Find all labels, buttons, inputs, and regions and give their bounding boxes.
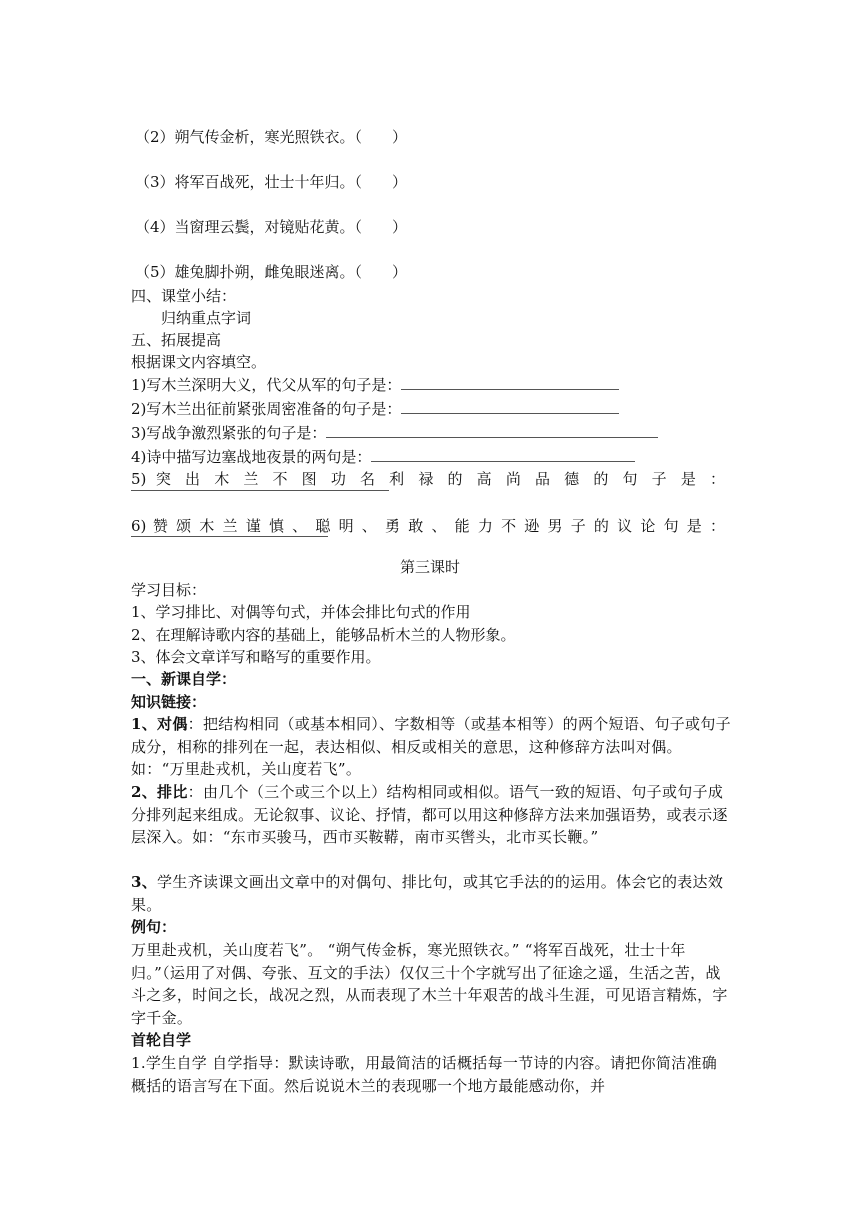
- example-paragraph: 万里赴戎机，关山度若飞”。 “朔气传金柝，寒光照铁衣。” “将军百战死，壮士十年归。”（运用了对偶、夸张、互文的手法）仅仅三十个字就写出了征途之遥，生活之苦，战斗之多，时间之长，战况之烈，从而表现了木兰十年艰苦的战斗生涯，可见语言精炼，字字千金。: [131, 941, 728, 1027]
- paibi-paragraph: [131, 781, 731, 849]
- fill-question-4-text: 4)诗中描写边塞战地夜景的两句是：: [131, 448, 372, 466]
- duiou-paragraph: [131, 713, 731, 781]
- goal-item-3: 3、体会文章详写和略写的重要作用。: [131, 648, 381, 666]
- paibi-text: ：由几个（三个或三个以上）结构相同或相似。语气一致的短语、句子或句子成分排列起来组成。无论叙事、议论、抒情，都可以用这种修辞方法来加强语势，或表示逐层深入。如：“东市买骏马，西市买鞍鞯，南市买辔头，北市买长鞭。”: [131, 783, 728, 846]
- self-study-heading: 首轮自学: [131, 1031, 192, 1049]
- fill-question-1: [131, 374, 619, 396]
- goal-item-2: 2、在理解诗歌内容的基础上，能够品析木兰的人物形象。: [131, 626, 516, 644]
- section-5-heading: 五、拓展提高: [131, 331, 222, 349]
- section-1-heading: 一、新课自学：: [131, 670, 237, 688]
- fill-question-2: [131, 398, 619, 420]
- fill-question-5: 5) 突 出 木 兰 不 图 功 名 利 禄 的 高 尚 品 德 的 句 子 是 ：: [131, 470, 725, 488]
- fill-question-6: 6) 赞 颂 木 兰 谨 慎 、 聪 明 、 勇 敢 、 能 力 不 逊 男 子 的 议 论 句 是 ：: [131, 517, 725, 535]
- paibi-label: 2、排比: [131, 783, 188, 801]
- exercise-item: （4）当窗理云鬓，对镜贴花黄。（ ）: [135, 218, 408, 236]
- duiou-text: ：把结构相同（或基本相同）、字数相等（或基本相等）的两个短语、句子或句子成分，相称的排列在一起，表达相似、相反或相关的意思，这种修辞方法叫对偶。如：“万里赴戎机，关山度若飞”。: [131, 715, 731, 778]
- answer-blank-3[interactable]: [326, 423, 658, 438]
- fill-question-1-text: 1)写木兰深明大义，代父从军的句子是：: [131, 376, 402, 394]
- goal-item-1: 1、学习排比、对偶等句式，并体会排比句式的作用: [131, 603, 471, 621]
- answer-blank-2[interactable]: [401, 399, 619, 414]
- section-4-item: 归纳重点字词: [161, 309, 252, 327]
- item-3-label: 3、: [131, 873, 158, 891]
- duiou-label: 1、对偶: [131, 715, 188, 733]
- knowledge-link-heading: 知识链接：: [131, 693, 207, 711]
- answer-blank-5[interactable]: [131, 490, 389, 491]
- exercise-item: （3）将军百战死，壮士十年归。（ ）: [135, 173, 408, 191]
- answer-blank-1[interactable]: [401, 375, 619, 390]
- fill-question-2-text: 2)写木兰出征前紧张周密准备的句子是：: [131, 400, 402, 418]
- answer-blank-6[interactable]: [131, 536, 328, 537]
- exercise-item: （5）雄兔脚扑朔，雌兔眼迷离。（ ）: [135, 263, 408, 281]
- answer-blank-4[interactable]: [371, 447, 635, 462]
- item-3-text: 学生齐读课文画出文章中的对偶句、排比句，或其它手法的的运用。体会它的表达效果。: [131, 873, 724, 914]
- lesson-title: 第三课时: [399, 558, 460, 576]
- fill-question-4: [131, 446, 635, 468]
- fill-intro: 根据课文内容填空。: [131, 353, 267, 371]
- example-heading: 例句：: [131, 918, 177, 936]
- exercise-item: （2）朔气传金析，寒光照铁衣。（ ）: [135, 128, 408, 146]
- item-3-paragraph: [131, 871, 731, 916]
- fill-question-3-text: 3)写战争激烈紧张的句子是：: [131, 424, 327, 442]
- self-study-paragraph: 1.学生自学 自学指导：默读诗歌，用最简洁的话概括每一节诗的内容。请把你简洁准确概括的语言写在下面。然后说说木兰的表现哪一个地方最能感动你，并: [131, 1054, 718, 1095]
- fill-question-3: [131, 422, 658, 444]
- goals-heading: 学习目标：: [131, 581, 207, 599]
- section-4-heading: 四、课堂小结：: [131, 287, 237, 305]
